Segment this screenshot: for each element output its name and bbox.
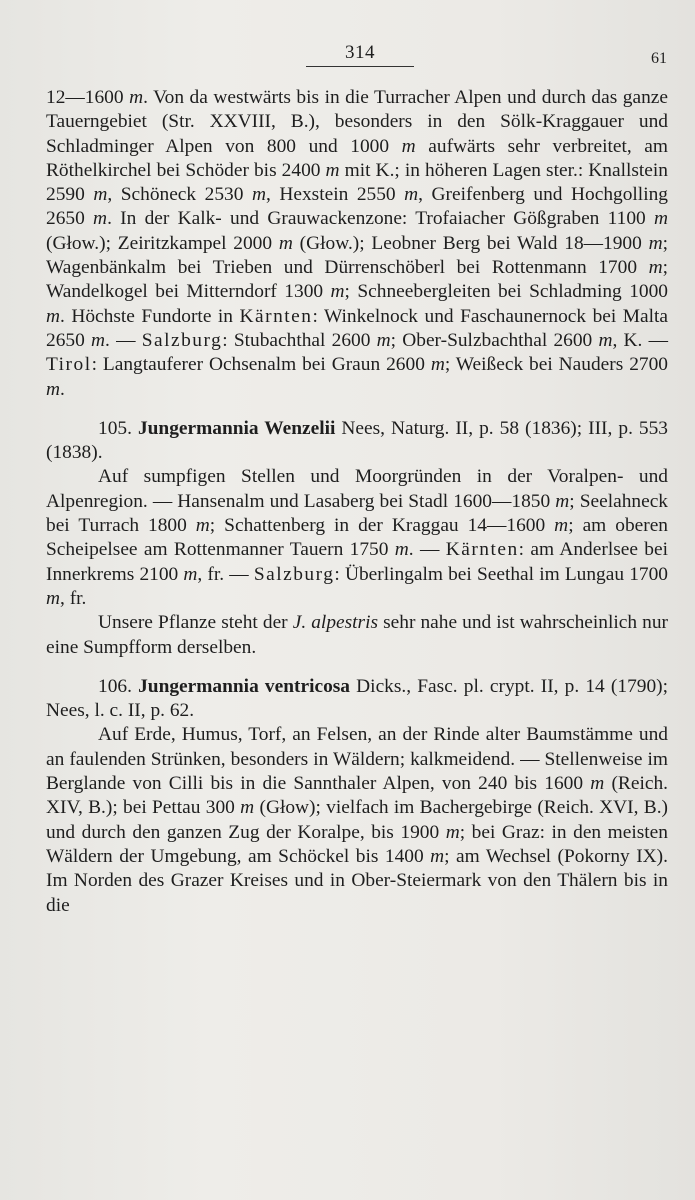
habitat-paragraph-106: Auf Erde, Humus, Torf, an Felsen, an der Rinde alter Baumstämme und an faulenden Strünken, besonders in Wäldern; kalkmeidend. — Stellenweise im Berglande von Cilli bis in die Sannthaler Alpen, von 240 bis 1600 m (Reich. XIV, B.); bei Pettau 300 m (Głow); vielfach im Bachergebirge (Reich. XVI, B.) und durch den ganzen Zug der Koralpe, bis 1900 m; bei Graz: in den meisten Wäldern der Umgebung, am Schöckel bis 1400 m; am Wechsel (Pokorny IX). Im Norden des Grazer Kreises und in Ober-Steiermark von den Thälern bis in die [46, 724, 669, 916]
species-entry-106: 106. Jungermannia ventricosa Dicks., Fasc. pl. crypt. II, p. 14 (1790); Nees, l. c. II, p. 62. [46, 675, 668, 722]
paragraph-continuation: 12—1600 m. Von da westwärts bis in die Turracher Alpen und durch das ganze Tauerngebiet (Str. XXVIII, B.), besonders in den Sölk-Kraggauer und Schladminger Alpen von 800 und 1000 m aufwärts sehr verbreitet, am Röthelkirchel bei Schöder bis 2400 m mit K.; in höheren Lagen ster.: Knallstein 2590 m, Schöneck 2530 m, Hexstein 2550 m, Greifenberg und Hochgolling 2650 m. In der Kalk- und Grauwackenzone: Trofaiacher Gößgraben 1100 m (Głow.); Zeiritzkampel 2000 m (Głow.); Leobner Berg bei Wald 18—1900 m; Wagenbänkalm bei Trieben und Dürrenschöberl bei Rottenmann 1700 m; Wandelkogel bei Mitterndorf 1300 m; Schneebergleiten bei Schladming 1000 m. Höchste Fundorte in Kärnten: Winkelnock und Faschaunernock bei Malta 2650 m. — Salzburg: Stubachthal 2600 m; Ober-Sulzbachthal 2600 m, K. — Tirol: Langtauferer Ochsenalm bei Graun 2600 m; Weißeck bei Nauders 2700 m. [46, 87, 668, 400]
page-number: 314 [345, 42, 375, 63]
sheet-number: 61 [651, 50, 667, 67]
species-entry-105: 105. Jungermannia Wenzelii Nees, Naturg. II, p. 58 (1836); III, p. 553 (1838). [46, 417, 669, 464]
page-header [0, 40, 695, 70]
habitat-paragraph-105: Auf sumpfigen Stellen und Moorgründen in der Voralpen- und Alpenregion. — Hansenalm und Lasaberg bei Stadl 1600—1850 m; Seelahneck bei Turrach 1800 m; Schattenberg in der Kraggau 14—1600 m; am oberen Scheipelsee am Rottenmanner Tauern 1750 m. — Kärnten: am Anderlsee bei Innerkrems 2100 m, fr. — Salzburg: Überlingalm bei Seethal im Lungau 1700 m, fr. [46, 466, 669, 609]
note-paragraph-105: Unsere Pflanze steht der J. alpestris sehr nahe und ist wahrscheinlich nur eine Sumpfform derselben. [46, 612, 668, 658]
body-text [46, 86, 668, 918]
header-rule [306, 66, 414, 67]
